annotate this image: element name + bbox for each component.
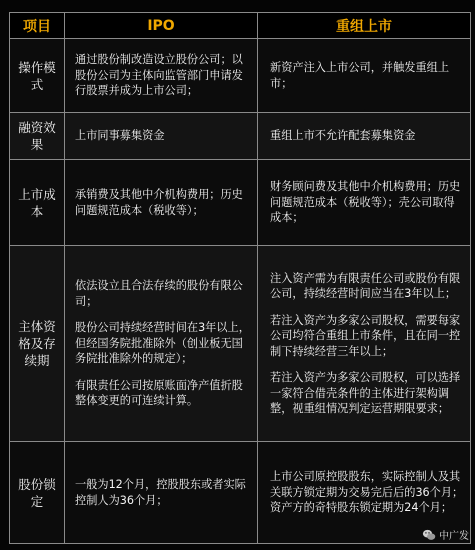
ipo-cell	[65, 113, 258, 160]
row-label	[10, 39, 65, 113]
wechat-icon	[422, 528, 436, 542]
row-label-text: 上市成本	[18, 186, 56, 219]
row-label-text: 操作模式	[18, 59, 56, 92]
row-label	[10, 246, 65, 442]
cell-text: 依法设立且合法存续的股份有限公司；	[75, 279, 243, 308]
cell-text: 新资产注入上市公司，并触发重组上市；	[270, 61, 450, 90]
table-row	[10, 246, 471, 442]
ipo-vs-restructure-table	[9, 12, 471, 544]
restructure-cell	[258, 39, 471, 113]
cell-text: 一般为12个月，控股股东或者实际控制人为36个月；	[75, 478, 246, 507]
restructure-cell	[258, 160, 471, 246]
row-label-text: 股份锁定	[18, 476, 56, 509]
row-label-text: 主体资格及存续期	[18, 319, 56, 368]
cell-text: 通过股份制改造设立股份公司；以股份公司为主体向监管部门申请发行股票并成为上市公司；	[75, 53, 243, 98]
cell-text: 若注入资产为多家公司股权，需要每家公司均符合重组上市条件，且在同一控制下持续经营三年以上；	[270, 313, 461, 358]
row-label-text: 融资效果	[18, 120, 56, 152]
cell-text: 承销费及其他中介机构费用；历史问题规范成本（税收等）；	[75, 188, 243, 217]
row-label	[10, 160, 65, 246]
restructure-cell	[258, 113, 471, 160]
cell-text: 若注入资产为多家公司股权，可以选择一家符合借壳条件的主体进行架构调整，视重组情况判定运营期限要求；	[270, 371, 461, 415]
ipo-cell	[65, 39, 258, 113]
cell-text: 有限责任公司按原账面净产值折股整体变更的可连续计算。	[75, 378, 243, 408]
cell-text: 股份公司持续经营时间在3年以上，但经国务院批准除外（创业板无国务院批准除外的规定）；	[75, 321, 250, 366]
comparison-table-wrapper	[9, 12, 470, 544]
watermark	[422, 527, 469, 542]
row-label	[10, 113, 65, 160]
table-row	[10, 442, 471, 544]
ipo-cell	[65, 442, 258, 544]
ipo-cell	[65, 160, 258, 246]
header-ipo: IPO	[65, 13, 258, 39]
table-row	[10, 160, 471, 246]
cell-text: 上市公司原控股股东，实际控制人及其关联方锁定期为交易完后后的36个月；资产方的奇特股东锁定期为24个月；	[270, 470, 464, 515]
row-label	[10, 442, 65, 544]
table-row	[10, 113, 471, 160]
restructure-cell	[258, 246, 471, 442]
table-header-row	[10, 13, 471, 39]
cell-text: 注入资产需为有限责任公司或股份有限公司，持续经营时间应当在3年以上；	[270, 271, 461, 300]
table-row	[10, 39, 471, 113]
header-item: 项目	[10, 13, 65, 39]
header-restructure: 重组上市	[258, 13, 471, 39]
cell-text: 上市同事募集资金	[75, 129, 165, 143]
watermark-text: 中广发	[439, 531, 469, 542]
ipo-cell	[65, 246, 258, 442]
cell-text: 财务顾问费及其他中介机构费用；历史问题规范成本（税收等）；壳公司取得成本；	[270, 180, 461, 225]
cell-text: 重组上市不允许配套募集资金	[270, 129, 416, 143]
